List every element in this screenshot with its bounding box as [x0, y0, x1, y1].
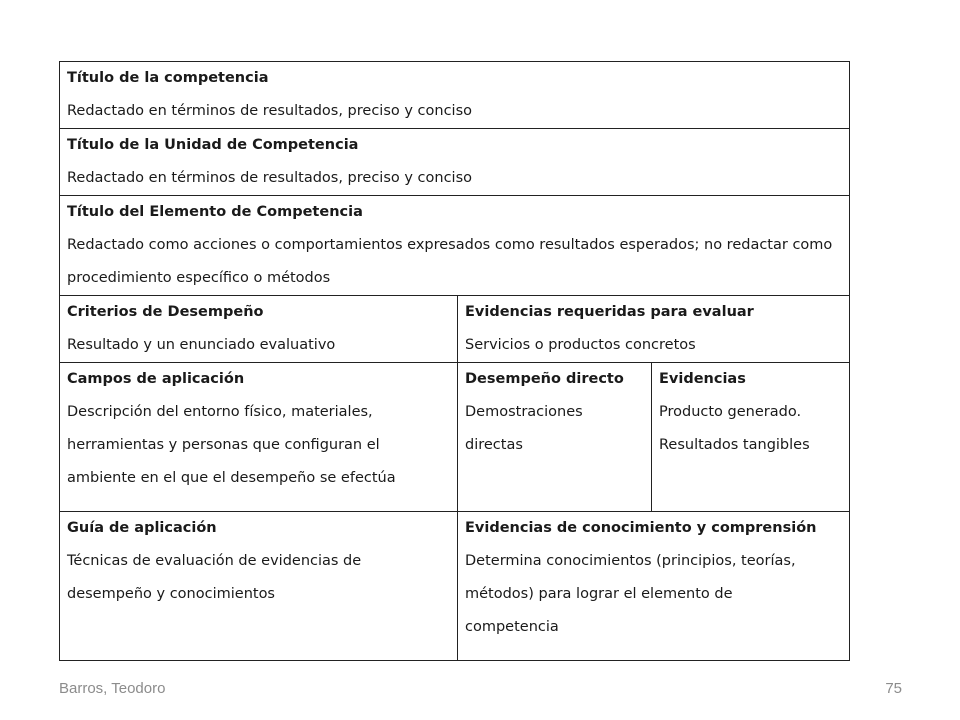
desempeno-directo-title: Desempeño directo [465, 371, 624, 387]
criterios-cell [60, 296, 458, 363]
conocimiento-cell [458, 512, 850, 661]
evidencias-requeridas-cell [458, 296, 850, 363]
competencia-cell [60, 62, 850, 129]
unidad-cell [60, 129, 850, 196]
elemento-title: Título del Elemento de Competencia [67, 204, 363, 220]
footer-author: Barros, Teodoro [59, 680, 166, 697]
conocimiento-title: Evidencias de conocimiento y comprensión [465, 520, 817, 536]
table-row [60, 196, 850, 296]
unidad-title: Título de la Unidad de Competencia [67, 137, 359, 153]
table-row [60, 512, 850, 661]
criterios-title: Criterios de Desempeño [67, 304, 264, 320]
guia-body: Técnicas de evaluación de evidencias de desempeño y conocimientos [67, 553, 362, 602]
campos-title: Campos de aplicación [67, 371, 245, 387]
guia-title: Guía de aplicación [67, 520, 217, 536]
unidad-body: Redactado en términos de resultados, preciso y conciso [67, 170, 473, 186]
table-row [60, 363, 850, 512]
competency-table [59, 61, 850, 661]
campos-body: Descripción del entorno físico, materiales, herramientas y personas que configuran el ambiente en el que el desempeño se efectúa [67, 404, 396, 486]
table-row [60, 62, 850, 129]
evidencias-requeridas-body: Servicios o productos concretos [465, 337, 696, 353]
evidencias-title: Evidencias [659, 371, 746, 387]
elemento-body: Redactado como acciones o comportamientos expresados como resultados esperados; no redactar como procedimiento específico o métodos [67, 237, 833, 286]
table-row [60, 129, 850, 196]
evidencias-body: Producto generado. Resultados tangibles [659, 404, 810, 453]
evidencias-cell [652, 363, 850, 512]
campos-cell [60, 363, 458, 512]
competencia-title: Título de la competencia [67, 70, 269, 86]
evidencias-requeridas-title: Evidencias requeridas para evaluar [465, 304, 754, 320]
desempeno-directo-cell [458, 363, 652, 512]
desempeno-directo-body: Demostraciones directas [465, 404, 583, 453]
page-number: 75 [885, 680, 902, 697]
competencia-body: Redactado en términos de resultados, preciso y conciso [67, 103, 473, 119]
criterios-body: Resultado y un enunciado evaluativo [67, 337, 336, 353]
conocimiento-body: Determina conocimientos (principios, teorías, métodos) para lograr el elemento de competencia [465, 553, 796, 635]
table-row [60, 296, 850, 363]
guia-cell [60, 512, 458, 661]
elemento-cell [60, 196, 850, 296]
